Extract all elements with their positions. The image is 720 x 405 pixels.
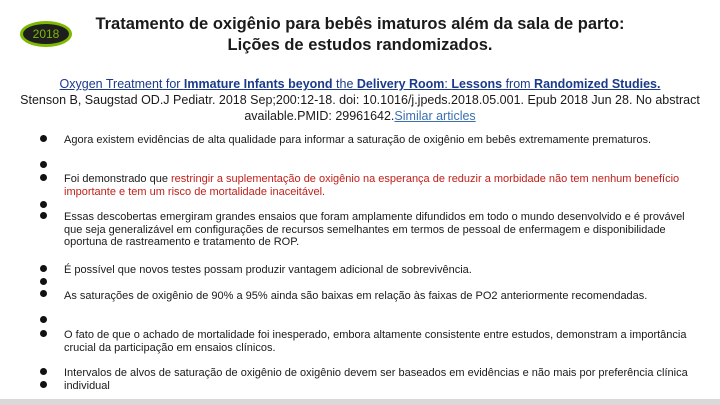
reference-text (0, 92, 720, 124)
bullet-dot (40, 316, 47, 323)
bullet-dot (40, 368, 47, 375)
bullet-dot (40, 381, 47, 388)
list-item: Essas descobertas emergiram grandes ensaios que foram amplamente difundidos em todo o mundo desenvolvido e é provável que seja generalizável em configurações de recursos semelhantes em termos de pessoal de enfermagem e disponibilidade oportuna de rastreamento e tratamento de ROP. (64, 211, 685, 248)
list-item-highlight: restringir a suplementação de oxigênio na esperança de reduzir a morbidade não tem nenhum benefício importante e tem um risco de mortalidade inaceitável. (64, 173, 680, 198)
bullet-dot (40, 278, 47, 285)
article-title-part[interactable]: Immature Infants beyond (183, 77, 333, 91)
article-title-part[interactable]: Lessons (451, 77, 503, 91)
article-title-part[interactable]: for (162, 77, 184, 91)
list-item: As saturações de oxigênio de 90% a 95% ainda são baixas em relação às faixas de PO2 anteriormente recomendadas. (64, 290, 648, 302)
bullet-dot (40, 201, 47, 208)
title-line-2: Lições de estudos randomizados. (227, 36, 493, 54)
article-title-part[interactable]: Delivery Room (356, 77, 445, 91)
list-item: O fato de que o achado de mortalidade foi inesperado, embora altamente consistente entre estudos, demonstram a importância crucial da participação em ensaios clínicos. (64, 329, 687, 354)
article-title-link[interactable] (0, 76, 720, 92)
article-title-part[interactable]: from (502, 77, 535, 91)
title-line-1: Tratamento de oxigênio para bebês imaturos além da sala de parto: (95, 15, 625, 33)
slide-title (80, 14, 640, 56)
list-item: Intervalos de alvos de saturação de oxigênio de oxigênio devem ser baseados em evidências e não mais por preferência clínica individual (64, 367, 688, 392)
reference-body: Stenson B, Saugstad OD.J Pediatr. 2018 Sep;200:12-18. doi: 10.1016/j.jpeds.2018.05.001. Epub 2018 Jun 28. No abstract available.PMID: 29961642. (20, 93, 700, 123)
article-title-part[interactable]: Oxygen Treatment (59, 77, 163, 91)
list-item-prefix: Foi demonstrado que (64, 173, 172, 185)
list-item (64, 173, 694, 198)
bullet-dot (40, 135, 47, 142)
year-badge (20, 21, 72, 47)
bullet-dot (40, 290, 47, 297)
article-title-part[interactable]: : (444, 77, 452, 91)
list-item: É possível que novos testes possam produzir vantagem adicional de sobrevivência. (64, 264, 472, 276)
year-label: 2018 (32, 27, 60, 41)
footer-bar (0, 399, 720, 405)
citation-block (0, 76, 720, 124)
article-title-part[interactable]: the (332, 77, 357, 91)
similar-articles-link[interactable]: Similar articles (394, 109, 476, 123)
bullet-dot (40, 265, 47, 272)
bullet-dot (40, 161, 47, 168)
bullet-dot (40, 330, 47, 337)
list-item: Agora existem evidências de alta qualidade para informar a saturação de oxigênio em bebês extremamente prematuros. (64, 134, 651, 146)
bullet-dot (40, 212, 47, 219)
bullet-dot (40, 174, 47, 181)
article-title-part[interactable]: Randomized Studies. (534, 77, 661, 91)
